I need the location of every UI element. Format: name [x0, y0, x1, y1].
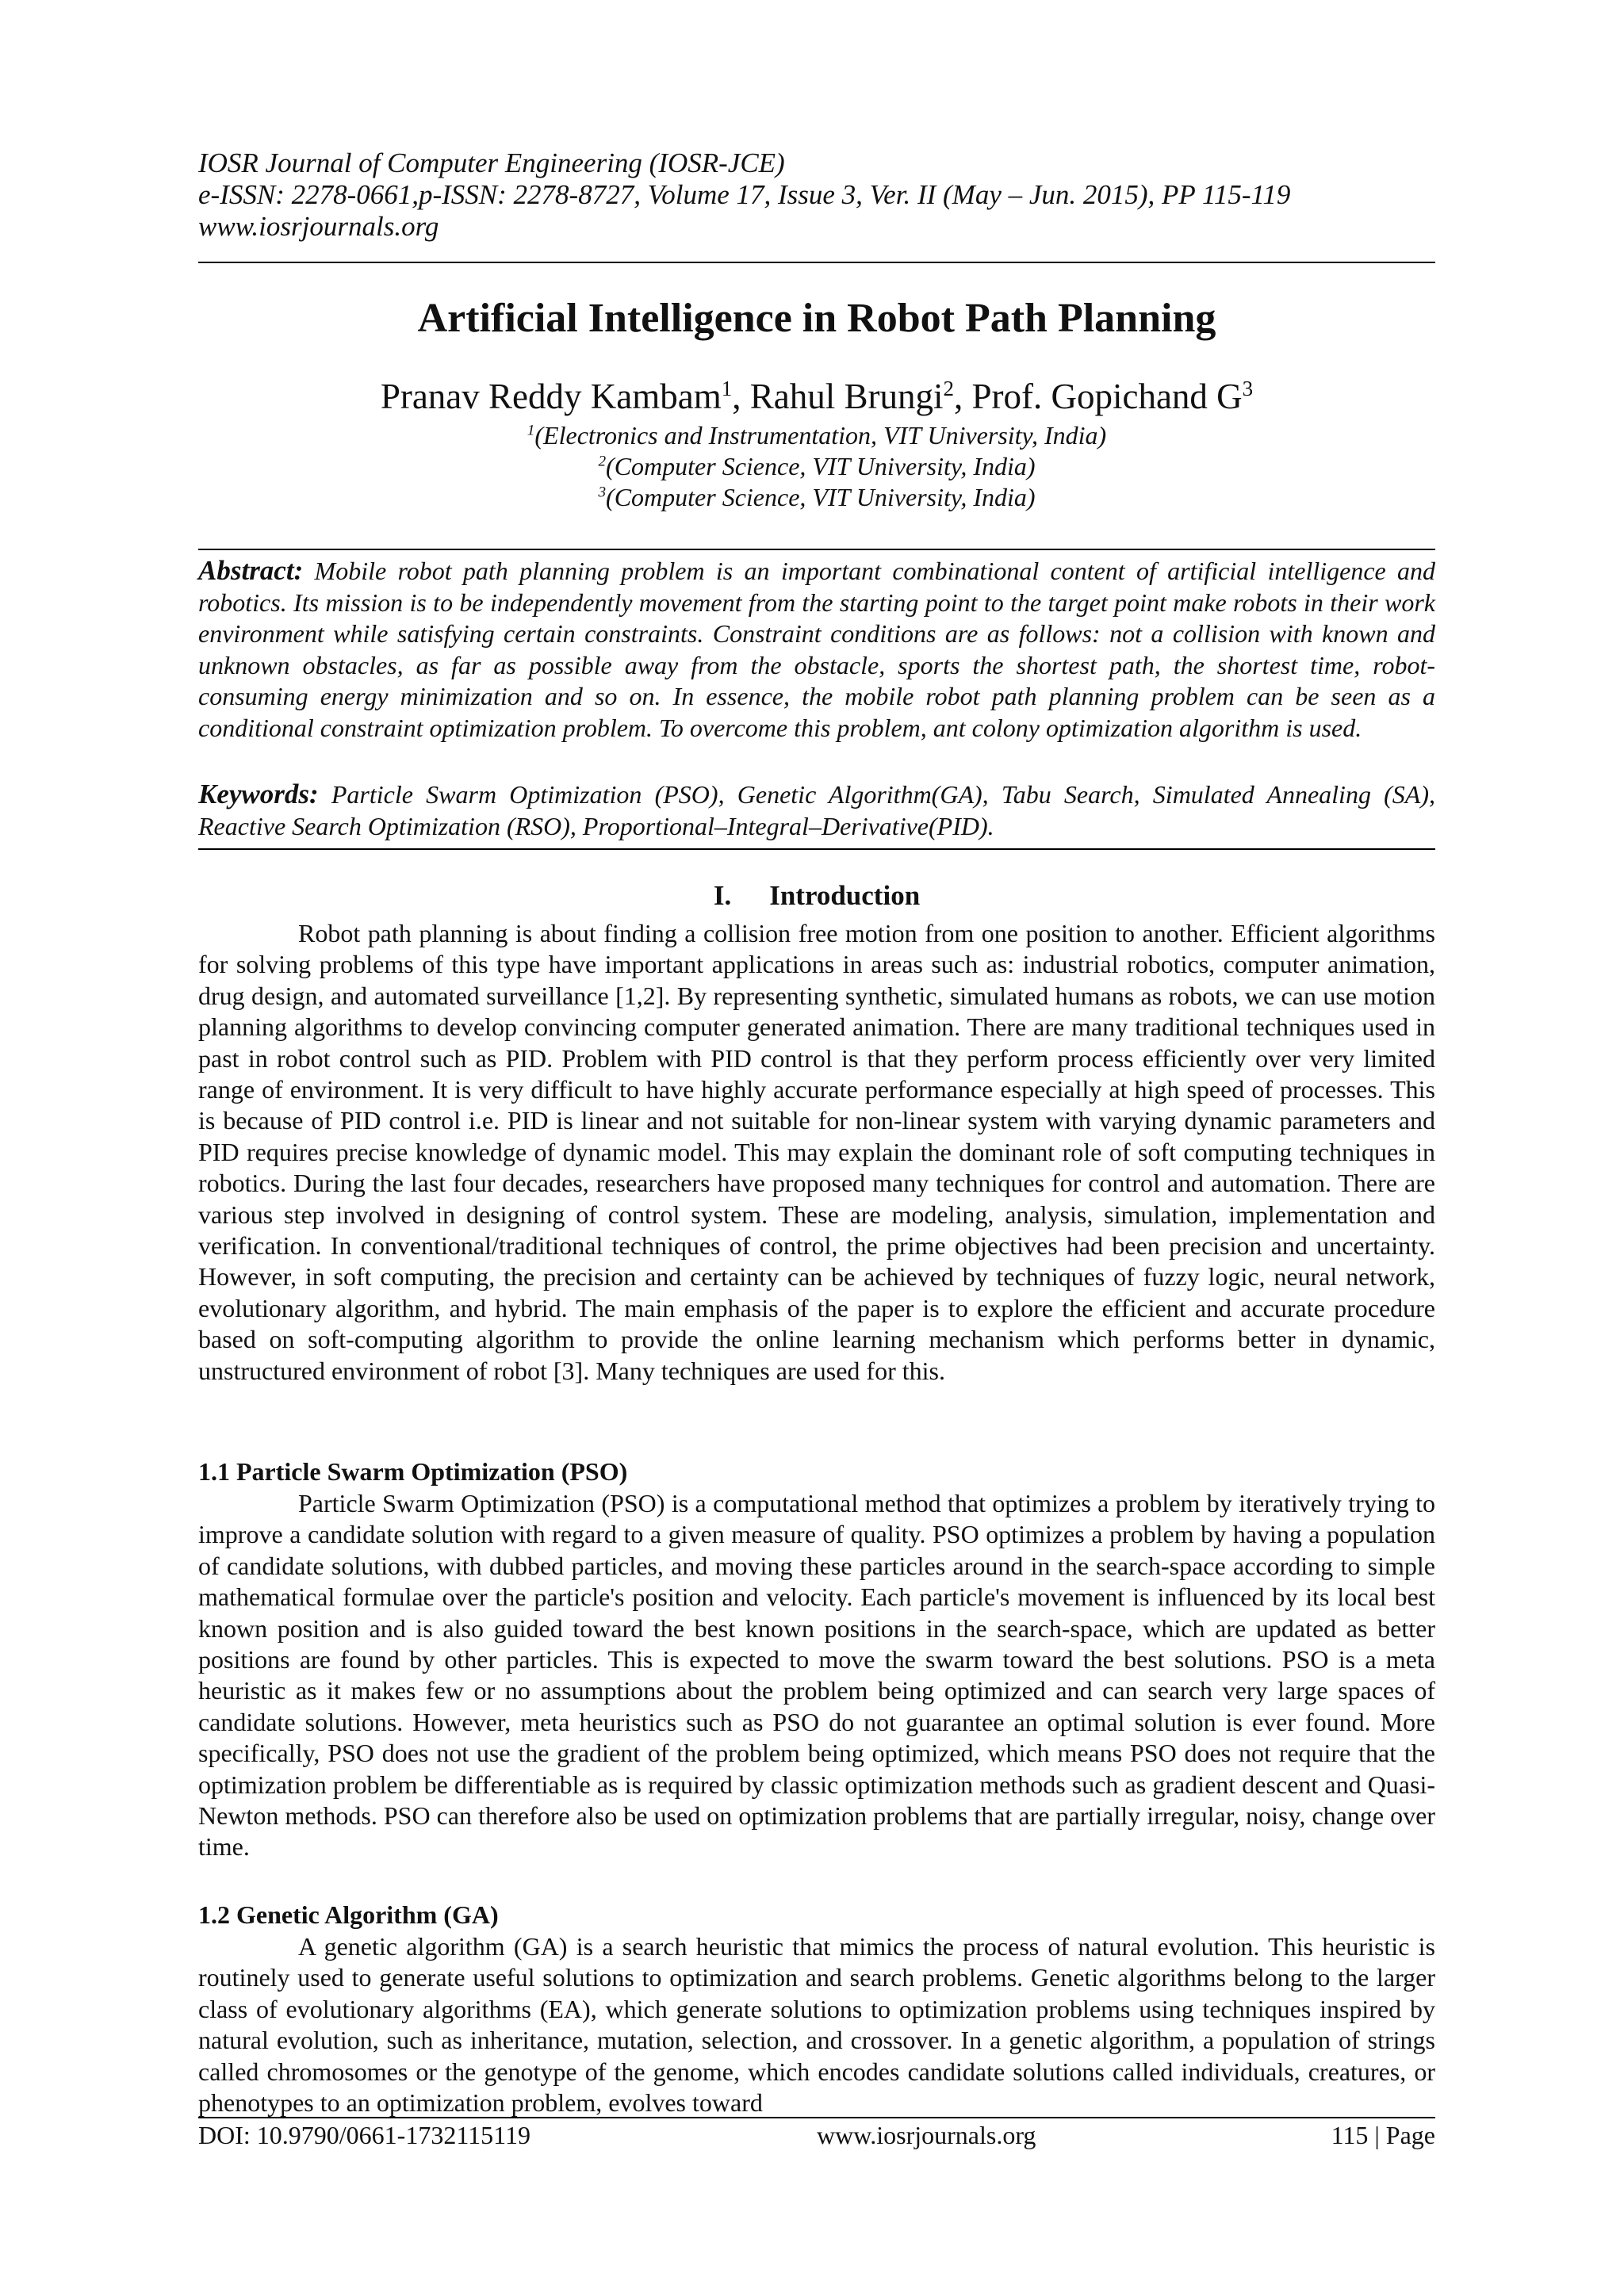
- footer-rule: [198, 2117, 1435, 2118]
- author-affil-marker: 3: [1242, 377, 1254, 400]
- pso-body: [198, 1488, 1435, 1863]
- keywords: [198, 779, 1435, 842]
- affil-text: (Electronics and Instrumentation, VIT University, India): [534, 421, 1107, 450]
- header-rule: [198, 262, 1435, 263]
- affil-marker: 1: [527, 422, 535, 439]
- abstract-bottom-rule: [198, 848, 1435, 850]
- keywords-text: Particle Swarm Optimization (PSO), Genetic Algorithm(GA), Tabu Search, Simulated Annealing (SA), Reactive Search Optimization (RSO), Proportional–Integral–Derivative(PID).: [198, 780, 1436, 840]
- footer-website: www.iosrjournals.org: [817, 2121, 1036, 2149]
- footer-doi: DOI: 10.9790/0661-1732115119: [198, 2121, 530, 2149]
- journal-name: IOSR Journal of Computer Engineering (IOSR-JCE): [198, 147, 785, 178]
- affiliations: [198, 420, 1435, 513]
- affiliation: [198, 482, 1435, 513]
- author-name: Rahul Brungi: [749, 377, 944, 416]
- author-affil-marker: 2: [943, 377, 954, 400]
- ga-body: [198, 1931, 1435, 2118]
- author-list: [198, 376, 1435, 417]
- abstract-label: Abstract:: [198, 555, 304, 586]
- section-title: Introduction: [769, 880, 921, 911]
- affil-text: (Computer Science, VIT University, India): [606, 483, 1036, 511]
- journal-website: www.iosrjournals.org: [198, 211, 439, 242]
- journal-header: [198, 147, 1435, 243]
- affil-marker: 2: [598, 453, 607, 470]
- affil-text: (Computer Science, VIT University, India): [606, 452, 1036, 480]
- author-separator: ,: [732, 377, 750, 416]
- abstract: [198, 555, 1435, 744]
- journal-issn: e-ISSN: 2278-0661,p-ISSN: 2278-8727, Volume 17, Issue 3, Ver. II (May – Jun. 2015), PP 115-119: [198, 179, 1291, 210]
- abstract-top-rule: [198, 549, 1435, 550]
- paper-title: Artificial Intelligence in Robot Path Planning: [417, 296, 1216, 341]
- paragraph: A genetic algorithm (GA) is a search heuristic that mimics the process of natural evolution. This heuristic is routinely used to generate useful solutions to optimization and search problems. Genetic algorithms belong to the larger class of evolutionary algorithms (EA), which generate solutions to optimization problems using techniques inspired by natural evolution, such as inheritance, mutation, selection, and crossover. In a genetic algorithm, a population of strings called chromosomes or the genotype of the genome, which encodes candidate solutions called individuals, creatures, or phenotypes to an optimization problem, evolves toward: [198, 1932, 1435, 2118]
- abstract-text: Mobile robot path planning problem is an important combinational content of artificial intelligence and robotics. Its mission is to be independently movement from the starting point to the target point make robots in their work environment while satisfying certain constraints. Constraint conditions are as follows: not a collision with known and unknown obstacles, as far as possible away from the obstacle, sports the shortest path, the shortest time, robot-consuming energy minimization and so on. In essence, the mobile robot path planning problem can be seen as a conditional constraint optimization problem. To overcome this problem, ant colony optimization algorithm is used.: [198, 557, 1436, 742]
- subsection-heading: 1.1 Particle Swarm Optimization (PSO): [198, 1457, 628, 1486]
- subsection-heading: 1.2 Genetic Algorithm (GA): [198, 1900, 499, 1929]
- affiliation: [198, 451, 1435, 482]
- author-name: Pranav Reddy Kambam: [380, 377, 722, 416]
- affiliation: [198, 420, 1435, 451]
- section-heading: [198, 880, 1435, 912]
- author-affil-marker: 1: [721, 377, 733, 400]
- footer-page-number: 115 | Page: [1331, 2121, 1435, 2149]
- author-separator: ,: [953, 377, 972, 416]
- keywords-label: Keywords:: [198, 779, 319, 809]
- section-number: I.: [713, 880, 732, 911]
- intro-body: [198, 918, 1435, 1387]
- paragraph: Robot path planning is about finding a collision free motion from one position to another. Efficient algorithms for solving problems of this type have important applications in areas such as: industrial robotics, computer animation, drug design, and automated surveillance [1,2]. By representing synthetic, simulated humans as robots, we can use motion planning algorithms to develop convincing computer generated animation. There are many traditional techniques used in past in robot control such as PID. Problem with PID control is that they perform process efficiently over very limited range of environment. It is very difficult to have highly accurate performance especially at high speed of processes. This is because of PID control i.e. PID is linear and not suitable for non-linear system with varying dynamic parameters and PID requires precise knowledge of dynamic model. This may explain the dominant role of soft computing techniques in robotics. During the last four decades, researchers have proposed many techniques for control and automation. There are various step involved in designing of control system. These are modeling, analysis, simulation, implementation and verification. In conventional/traditional techniques of control, the prime objectives had been precision and uncertainty. However, in soft computing, the precision and certainty can be achieved by techniques of fuzzy logic, neural network, evolutionary algorithm, and hybrid. The main emphasis of the paper is to explore the efficient and accurate procedure based on soft-computing algorithm to provide the online learning mechanism which performs better in dynamic, unstructured environment of robot [3]. Many techniques are used for this.: [198, 919, 1435, 1385]
- paragraph: Particle Swarm Optimization (PSO) is a computational method that optimizes a problem by iteratively trying to improve a candidate solution with regard to a given measure of quality. PSO optimizes a problem by having a population of candidate solutions, with dubbed particles, and moving these particles around in the search-space according to simple mathematical formulae over the particle's position and velocity. Each particle's movement is influenced by its local best known position and is also guided toward the best known positions in the search-space, which are updated as better positions are found by other particles. This is expected to move the swarm toward the best solutions. PSO is a meta heuristic as it makes few or no assumptions about the problem being optimized and can search very large spaces of candidate solutions. However, meta heuristics such as PSO do not guarantee an optimal solution is ever found. More specifically, PSO does not use the gradient of the problem being optimized, which means PSO does not require that the optimization problem be differentiable as is required by classic optimization methods such as gradient descent and Quasi-Newton methods. PSO can therefore also be used on optimization problems that are partially irregular, noisy, change over time.: [198, 1489, 1435, 1862]
- author-name: Prof. Gopichand G: [971, 377, 1243, 416]
- affil-marker: 3: [598, 484, 607, 501]
